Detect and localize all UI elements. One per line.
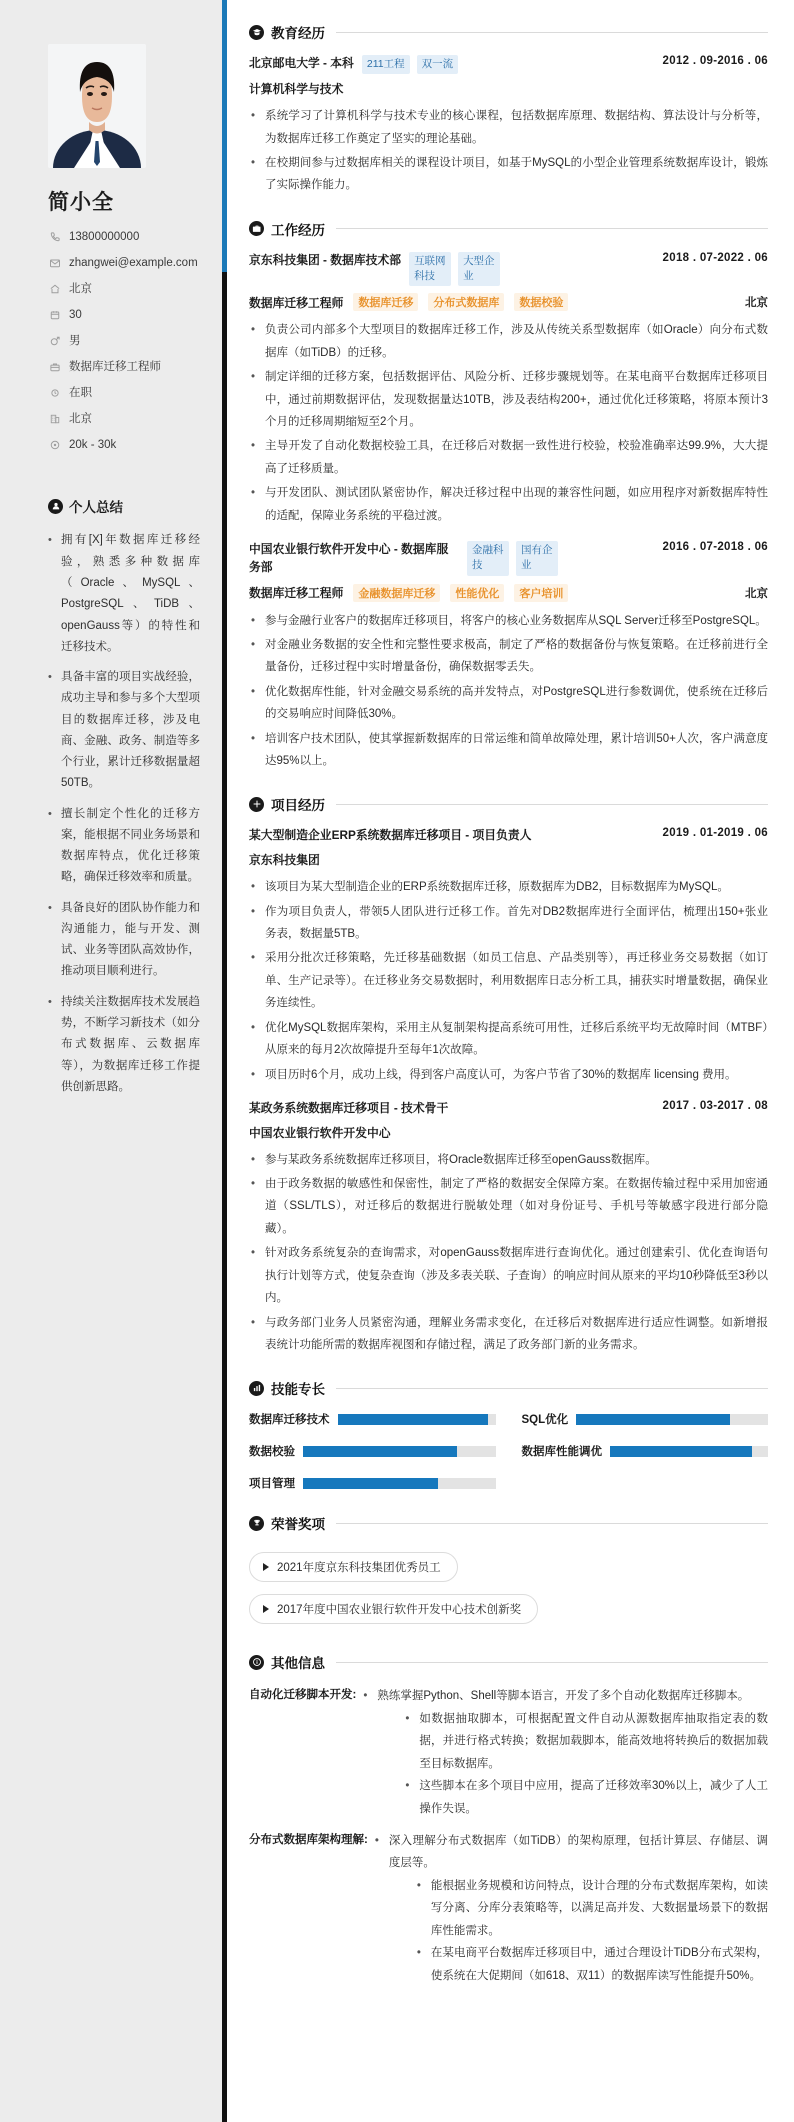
work-company: 京东科技集团 - 数据库技术部 (249, 252, 402, 267)
section-header-skills (249, 1378, 768, 1398)
section-title-skills: 技能专长 (271, 1382, 325, 1398)
summary-list (48, 530, 200, 1098)
suitcase-icon (249, 221, 264, 236)
person-name: 简小全 (48, 191, 114, 214)
info-circle-icon (249, 1655, 264, 1670)
section-rule (336, 1388, 768, 1389)
section-header-other (249, 1652, 768, 1672)
list-item: • 拥有[X]年数据库迁移经验，熟悉多种数据库（Oracle、MySQL、PostgreSQL、TiDB、openGauss等）的特性和迁移技术。 (48, 530, 200, 658)
tag: 金融数据库迁移 (353, 584, 440, 602)
list-item: • 由于政务数据的敏感性和保密性，制定了严格的数据安全保障方案。在数据传输过程中采用加密通道（SSL/TLS），对迁移后的数据进行脱敏处理（如对身份证号、手机号等敏感字段进行部分隐藏）。 (249, 1173, 768, 1240)
work-city: 北京 (745, 297, 768, 310)
contact-row-phone (48, 230, 200, 245)
education-school: 北京邮电大学 - 本科 (249, 56, 354, 70)
list-item: • 对金融业务数据的安全性和完整性要求极高，制定了严格的数据备份与恢复策略。在迁移前进行全量备份，迁移过程中实时增量备份，确保数据零丢失。 (249, 634, 768, 679)
skill-item (249, 1443, 496, 1459)
skill-item (249, 1411, 496, 1427)
list-item: • 与政务部门业务人员紧密沟通，理解业务需求变化，在迁移后对数据库进行适应性调整。如新增报表统计功能所需的数据库视图和存储过程，满足了政务部门新的业务需求。 (249, 1312, 768, 1357)
skill-name: SQL优化 (521, 1414, 569, 1427)
gender-icon (48, 335, 61, 348)
entry-top (249, 1100, 768, 1118)
briefcase-icon (48, 361, 61, 374)
skill-item (522, 1411, 769, 1427)
summary-section-title: 个人总结 (69, 500, 123, 516)
awards-list (249, 1546, 768, 1630)
education-date: 2012 . 09-2016 . 06 (662, 55, 768, 67)
list-item: • 针对政务系统复杂的查询需求，对openGauss数据库进行查询优化。通过创建索引、优化查询语句执行计划等方式，使复杂查询（涉及多表关联、子查询）的响应时间从原来的平均10秒降低至3秒以内。 (249, 1242, 768, 1309)
section-title-education: 教育经历 (271, 26, 325, 41)
award-label: 2021年度京东科技集团优秀员工 (277, 1562, 441, 1575)
section-header-projects (249, 794, 768, 814)
work-company: 中国农业银行软件开发中心 - 数据库服务部 (249, 542, 449, 574)
section-rule (336, 1662, 768, 1663)
list-item: • 主导开发了自动化数据校验工具，在迁移后对数据一致性进行校验，校验准确率达99.9%，大大提高了迁移质量。 (249, 435, 768, 480)
list-item: • 负责公司内部多个大型项目的数据库迁移工作，涉及从传统关系型数据库（如Oracle）向分布式数据库（如TiDB）的迁移。 (249, 319, 768, 364)
project-bullets (249, 1149, 768, 1357)
award-item[interactable] (249, 1594, 538, 1624)
work-city: 北京 (745, 587, 768, 600)
triangle-right-icon (263, 1605, 269, 1613)
status-icon (48, 387, 61, 400)
education-bullets (249, 105, 768, 197)
list-item: • 这些脚本在多个项目中应用，提高了迁移效率30%以上，减少了人工操作失误。 (404, 1775, 768, 1820)
list-item: • 制定详细的迁移方案，包括数据评估、风险分析、迁移步骤规划等。在某电商平台数据库迁移项目中，通过前期数据评估，发现数据量达10TB，涉及表结构200+，通过优化迁移策略，将原本预计3个月的迁移周期缩短至2个月。 (249, 366, 768, 433)
section-rule (336, 1523, 768, 1524)
mail-icon (48, 257, 61, 270)
education-major: 计算机科学与技术 (249, 82, 344, 97)
project-entry (249, 827, 768, 1085)
work-role-row (249, 584, 768, 602)
project-date: 2019 . 01-2019 . 06 (662, 827, 768, 840)
skill-name: 项目管理 (249, 1478, 295, 1491)
project-date: 2017 . 03-2017 . 08 (662, 1099, 768, 1112)
contact-row-location (48, 282, 200, 297)
skill-grid (249, 1411, 768, 1491)
other-group (249, 1830, 768, 1987)
section-header-awards (249, 1513, 768, 1533)
section-header-work (249, 219, 768, 239)
skill-track (303, 1478, 496, 1489)
tag: 国有企业 (516, 541, 558, 575)
skill-item (249, 1475, 496, 1491)
contact-row-position (48, 360, 200, 375)
section-header-education (249, 22, 768, 42)
chart-bar-icon (249, 1381, 264, 1396)
list-item: • 培训客户技术团队，使其掌握新数据库的日常运维和简单故障处理，累计培训50+人次，客户满意度达95%以上。 (249, 728, 768, 773)
work-entry (249, 252, 768, 527)
contact-row-age (48, 308, 200, 323)
list-item: • 优化数据库性能，针对金融交易系统的高并发特点，对PostgreSQL进行参数调优，使系统在迁移后的交易响应时间降低30%。 (249, 681, 768, 726)
list-item: • 具备良好的团队协作能力和沟通能力，能与开发、测试、业务等团队高效协作，推动项目顺利进行。 (48, 898, 200, 983)
contact-value-email: zhangwei@example.com (69, 256, 198, 269)
skill-track (303, 1446, 496, 1457)
building-icon (48, 413, 61, 426)
list-item: • 如数据抽取脚本，可根据配置文件自动从源数据库抽取指定表的数据，并进行格式转换；数据加载脚本，能高效地将转换后的数据加载至目标数据库。 (404, 1708, 768, 1775)
avatar (48, 44, 146, 168)
contact-row-email (48, 256, 200, 271)
project-name: 某政务系统数据库迁移项目 - 技术骨干 (249, 1100, 449, 1115)
tag: 分布式数据库 (428, 293, 504, 311)
work-tags (409, 252, 500, 286)
contact-value-salary: 20k - 30k (69, 438, 117, 451)
contact-value-gender: 男 (69, 334, 81, 347)
contact-row-city (48, 412, 200, 427)
skill-track (576, 1414, 768, 1425)
award-item[interactable] (249, 1552, 458, 1582)
section-title-work: 工作经历 (271, 222, 325, 238)
list-item: • 在校期间参与过数据库相关的课程设计项目，如基于MySQL的小型企业管理系统数据库设计，锻炼了实际操作能力。 (249, 152, 768, 197)
work-role: 数据库迁移工程师 (249, 295, 344, 310)
project-company: 京东科技集团 (249, 853, 320, 868)
tag: 客户培训 (514, 584, 568, 602)
tag: 数据库迁移 (353, 293, 418, 311)
tag: 数据校验 (514, 293, 568, 311)
section-title-awards: 荣誉奖项 (271, 1517, 325, 1533)
other-group (249, 1685, 768, 1820)
skill-track (338, 1414, 496, 1425)
work-role: 数据库迁移工程师 (249, 586, 344, 601)
skill-fill (610, 1446, 752, 1457)
contact-row-gender (48, 334, 200, 349)
list-item: • 参与金融行业客户的数据库迁移项目，将客户的核心业务数据库从SQL Server迁移至PostgreSQL。 (249, 610, 768, 632)
contact-value-phone: 13800000000 (69, 231, 140, 243)
graduation-cap-icon (249, 25, 264, 40)
list-item: • 优化MySQL数据库架构，采用主从复制架构提高系统可用性，迁移后系统平均无故障时间（MTBF）从原来的每月2次故障提升至每年1次故障。 (249, 1017, 768, 1062)
section-rule (336, 32, 768, 33)
skill-fill (303, 1478, 438, 1489)
list-item: • 在某电商平台数据库迁移项目中，通过合理设计TiDB分布式架构，使系统在大促期间（如618、双11）的数据库读写性能提升50%。 (416, 1942, 768, 1987)
skill-name: 数据库性能调优 (521, 1446, 602, 1459)
tag: 金融科技 (467, 541, 509, 575)
list-item: • 具备丰富的项目实战经验，成功主导和参与多个大型项目的数据库迁移，涉及电商、金融、政务、制造等多个行业，累计迁移数据量超50TB。 (48, 667, 200, 795)
skill-fill (338, 1414, 488, 1425)
main-wrap (222, 0, 794, 2122)
contact-value-age: 30 (69, 308, 82, 321)
section-title-projects: 项目经历 (271, 798, 325, 814)
list-item: • 项目历时6个月，成功上线，得到客户高度认可，为客户节省了30%的数据库 licensing 费用。 (249, 1064, 768, 1086)
contact-value-city: 北京 (69, 412, 92, 425)
work-date: 2018 . 07-2022 . 06 (662, 251, 768, 264)
list-item: • 持续关注数据库技术发展趋势，不断学习新技术（如分布式数据库、云数据库等），为数据库迁移工作提供创新思路。 (48, 992, 200, 1098)
project-entry (249, 1100, 768, 1356)
contact-list (48, 230, 200, 452)
work-bullets (249, 610, 768, 773)
education-tags (362, 55, 458, 74)
phone-icon (48, 231, 61, 244)
list-item: • 该项目为某大型制造企业的ERP系统数据库迁移，原数据库为DB2，目标数据库为MySQL。 (249, 876, 768, 898)
entry-top (249, 827, 768, 845)
contact-row-salary (48, 438, 200, 453)
home-icon (48, 283, 61, 296)
work-bullets (249, 319, 768, 527)
skill-track (610, 1446, 768, 1457)
section-rule (336, 228, 768, 229)
list-item: • 擅长制定个性化的迁移方案，能根据不同业务场景和数据库特点，优化迁移策略，确保迁移效率和质量。 (48, 804, 200, 889)
tag: 211工程 (362, 55, 410, 74)
section-title-other: 其他信息 (271, 1656, 325, 1672)
list-item: • 系统学习了计算机科学与技术专业的核心课程，包括数据库原理、数据结构、算法设计与分析等，为数据库迁移工作奠定了坚实的理论基础。 (249, 105, 768, 150)
other-body (362, 1685, 768, 1820)
list-item: • 能根据业务规模和访问特点，设计合理的分布式数据库架构，如读写分离、分库分表策略等，以满足高并发、大数据量场景下的数据库性能需求。 (416, 1875, 768, 1942)
project-company: 中国农业银行软件开发中心 (249, 1125, 391, 1140)
entry-top (249, 55, 768, 74)
tag: 性能优化 (450, 584, 504, 602)
other-label: 自动化迁移脚本开发: (249, 1689, 357, 1702)
list-item: • 参与某政务系统数据库迁移项目，将Oracle数据库迁移至openGauss数据库。 (249, 1149, 768, 1171)
other-label: 分布式数据库架构理解: (249, 1833, 368, 1846)
list-item: • 与开发团队、测试团队紧密协作，解决迁移过程中出现的兼容性问题，如应用程序对新数据库特性的适配，保障业务系统的平稳过渡。 (249, 482, 768, 527)
entry-top (249, 541, 768, 576)
skill-item (522, 1443, 769, 1459)
summary-section-header (48, 496, 200, 516)
main-content (227, 0, 794, 2122)
entry-top (249, 252, 768, 286)
other-body (374, 1830, 768, 1987)
work-role-row (249, 293, 768, 311)
list-item: • 深入理解分布式数据库（如TiDB）的架构原理，包括计算层、存储层、调度层等。 (374, 1830, 768, 1875)
tag: 大型企业 (458, 252, 500, 286)
contact-row-status (48, 386, 200, 401)
triangle-right-icon (263, 1563, 269, 1571)
contact-value-location: 北京 (69, 282, 92, 295)
salary-icon (48, 438, 61, 451)
list-item: • 采用分批次迁移策略，先迁移基础数据（如员工信息、产品类别等），再迁移业务交易数据（如订单、生产记录等）。在迁移业务交易数据时，利用数据库日志分析工具，捕获实时增量数据，确保业务连续性。 (249, 947, 768, 1014)
work-tags (467, 541, 558, 575)
work-date: 2016 . 07-2018 . 06 (662, 541, 768, 554)
tag: 互联网科技 (409, 252, 451, 286)
grid-plus-icon (249, 797, 264, 812)
education-entry (249, 55, 768, 197)
contact-value-status: 在职 (69, 386, 92, 399)
contact-value-position: 数据库迁移工程师 (69, 360, 161, 373)
skill-name: 数据库迁移技术 (249, 1414, 330, 1427)
work-entry (249, 541, 768, 772)
tag: 双一流 (417, 55, 459, 74)
award-label: 2017年度中国农业银行软件开发中心技术创新奖 (277, 1604, 522, 1617)
trophy-icon (249, 1516, 264, 1531)
skill-name: 数据校验 (249, 1446, 295, 1459)
project-name: 某大型制造企业ERP系统数据库迁移项目 - 项目负责人 (249, 828, 532, 843)
list-item: • 熟练掌握Python、Shell等脚本语言，开发了多个自动化数据库迁移脚本。 (362, 1685, 768, 1707)
skill-fill (576, 1414, 729, 1425)
section-rule (336, 804, 768, 805)
skill-fill (303, 1446, 457, 1457)
person-badge-icon (48, 499, 63, 514)
calendar-icon (48, 309, 61, 322)
list-item: • 作为项目负责人，带领5人团队进行迁移工作。首先对DB2数据库进行全面评估，梳理出150+张业务表，数据量5TB。 (249, 901, 768, 946)
project-bullets (249, 876, 768, 1086)
sidebar (0, 0, 222, 2122)
